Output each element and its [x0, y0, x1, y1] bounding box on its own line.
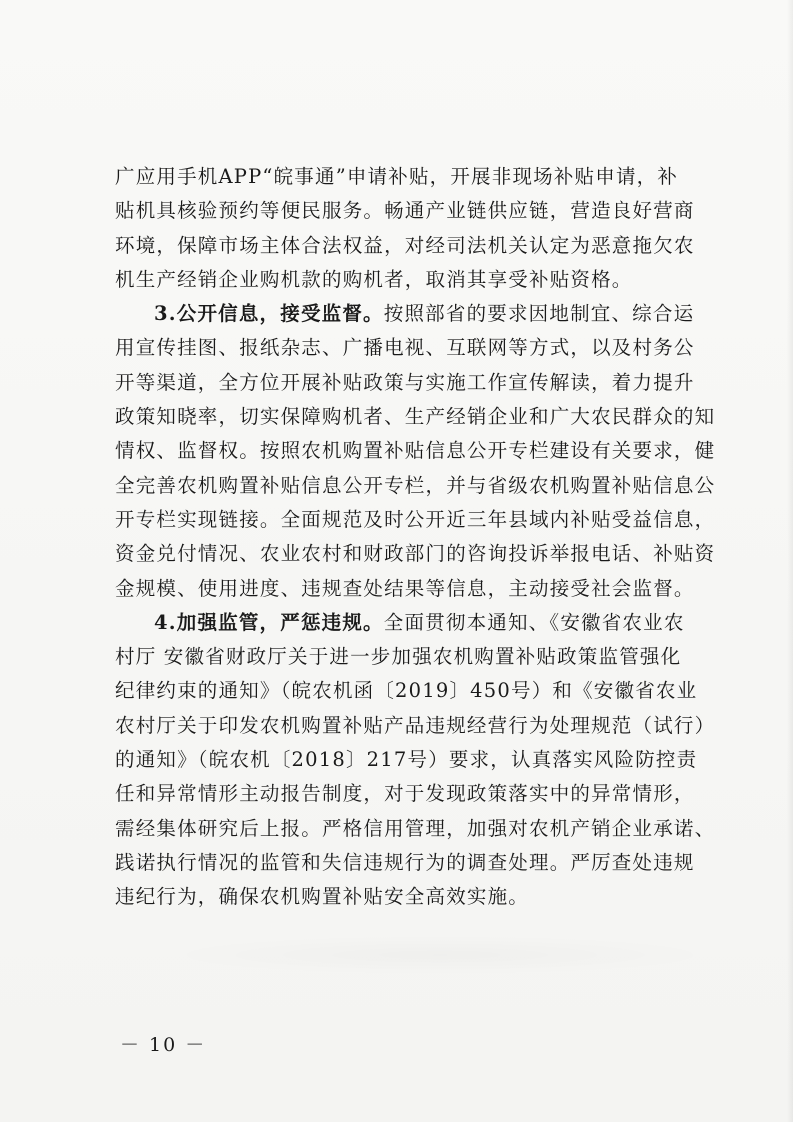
text-line: 金规模、使用进度、违规查处结果等信息，主动接受社会监督。 — [115, 576, 695, 600]
text-line: 全完善农机购置补贴信息公开专栏，并与省级农机购置补贴信息公 — [115, 473, 716, 497]
text-line: 环境，保障市场主体合法权益，对经司法机关认定为恶意拖欠农 — [115, 233, 695, 257]
text-line: 广应用手机APP“皖事通”申请补贴，开展非现场补贴申请，补 — [115, 165, 679, 188]
text-line: 纪律约束的通知》（皖农机函〔2019〕450号）和《安徽省农业 — [115, 679, 698, 703]
paragraph-first-line — [115, 606, 695, 640]
text-line: 开专栏实现链接。全面规范及时公开近三年县域内补贴受益信息， — [115, 507, 716, 531]
text-line: 农村厅关于印发农机购置补贴产品违规经营行为处理规范（试行） — [115, 713, 716, 737]
scan-artifact — [160, 935, 720, 975]
section-heading: 3.公开信息，接受监督。 — [154, 302, 384, 326]
text-line: 需经集体研究后上报。严格信用管理，加强对农机产销企业承诺、 — [115, 816, 716, 840]
text-line: 全面贯彻本通知、《安徽省农业农 — [383, 610, 685, 634]
page-number: － 10 － — [120, 1034, 207, 1056]
scan-edge-shadow — [787, 0, 793, 1122]
section-heading: 4.加强监管，严惩违规。 — [154, 610, 384, 634]
text-line: 开等渠道，全方位开展补贴政策与实施工作宣传解读，着力提升 — [115, 370, 695, 394]
text-line: 用宣传挂图、报纸杂志、广播电视、互联网等方式，以及村务公 — [115, 336, 695, 360]
body-text — [115, 160, 716, 915]
text-line: 政策知晓率，切实保障购机者、生产经销企业和广大农民群众的知 — [115, 405, 716, 429]
paragraph-first-line — [115, 297, 695, 331]
text-line: 资金兑付情况、农业农村和财政部门的咨询投诉举报电话、补贴资 — [115, 542, 716, 566]
text-line: 按照部省的要求因地制宜、综合运 — [383, 302, 695, 326]
text-line: 情权、监督权。按照农机购置补贴信息公开专栏建设有关要求，健 — [115, 439, 716, 463]
text-line: 践诺执行情况的监管和失信违规行为的调查处理。严厉查处违规 — [115, 850, 695, 874]
text-line: 贴机具核验预约等便民服务。畅通产业链供应链，营造良好营商 — [115, 199, 695, 223]
text-line: 任和异常情形主动报告制度，对于发现政策落实中的异常情形， — [115, 782, 695, 806]
text-line: 的通知》（皖农机〔2018〕217号）要求，认真落实风险防控责 — [115, 748, 698, 772]
text-line: 违纪行为，确保农机购置补贴安全高效实施。 — [115, 885, 530, 909]
text-line: 村厅 安徽省财政厅关于进一步加强农机购置补贴政策监管强化 — [115, 645, 682, 669]
text-line: 机生产经销企业购机款的购机者，取消其享受补贴资格。 — [115, 267, 633, 291]
